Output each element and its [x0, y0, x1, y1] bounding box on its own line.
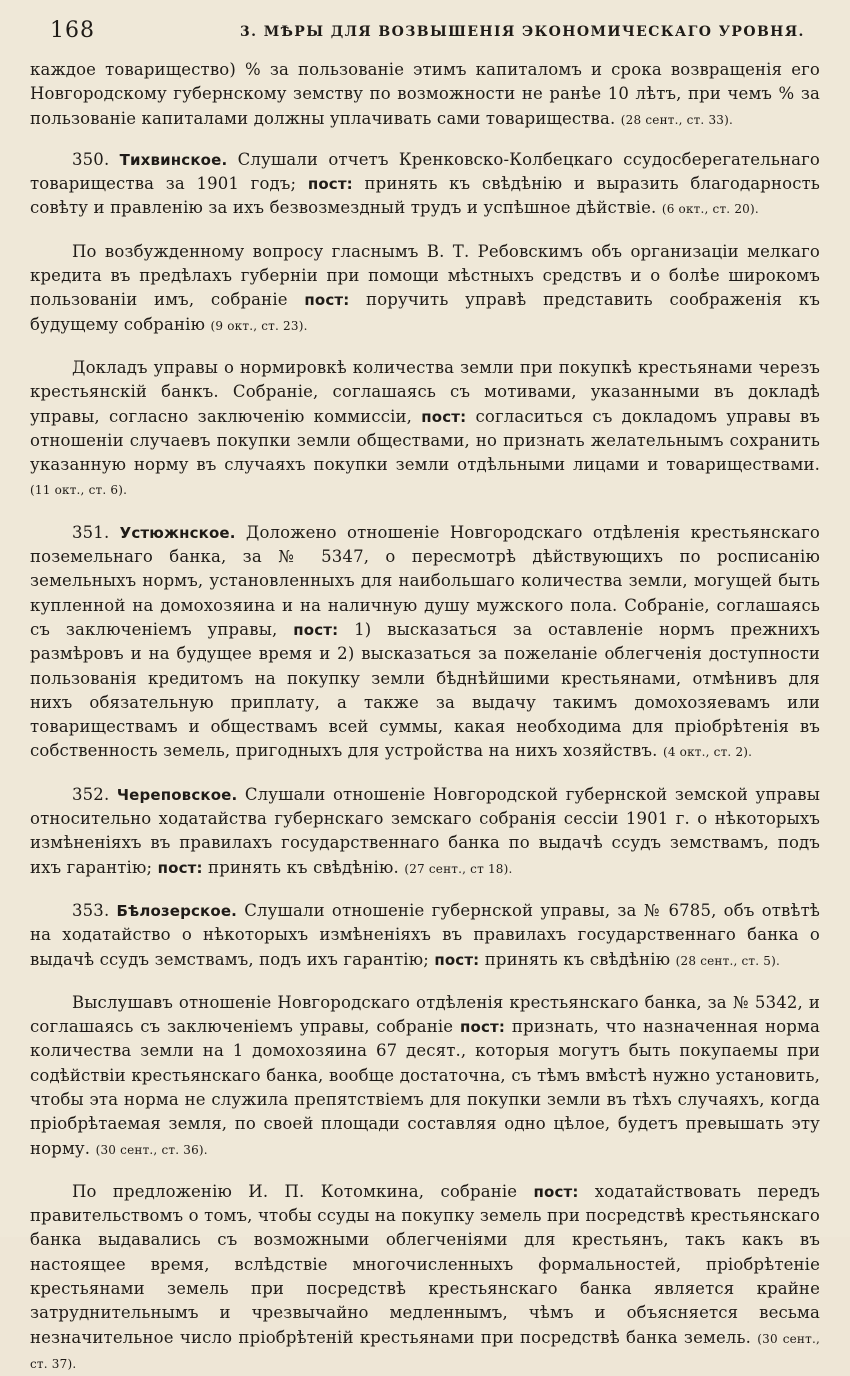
resolution-text: согласиться съ докладомъ управы въ отношеніи случаевъ покупки земли обществами, но признать желательнымъ сохранить указанную норму въ случаяхъ покупки земли отдѣльными лицами и товариществами.	[30, 406, 820, 475]
session-reference: (27 сент., ст 18).	[404, 861, 513, 876]
resolution-marker: пост:	[304, 291, 350, 310]
paragraph-text: Слушали отчетъ Кренковско-Колбецкаго ссудосберегательнаго товарищества за 1901 годъ;	[30, 149, 820, 194]
resolution-marker: пост:	[157, 858, 203, 877]
session-reference: (9 окт., ст. 23).	[210, 318, 308, 333]
district-heading: Тихвинское.	[119, 150, 228, 169]
paragraph-text: каждое товарищество) % за пользованіе этимъ капиталомъ и срока возвращенія его Новгородскому губернскому земству по возможности не ранѣе 10 лѣтъ, при чемъ % за пользованіе капиталами должны уплачивать сами товарищества.	[30, 60, 820, 128]
paragraph-text: Докладъ управы о нормировкѣ количества земли при покупкѣ крестьянами черезъ крестьянскій банкъ. Собраніе, соглашаясь съ мотивами, указанными въ докладѣ управы, согласно заключенію коммиссіи,	[30, 357, 820, 426]
resolution-text: принять къ свѣдѣнію	[484, 949, 671, 969]
resolution-marker: пост:	[421, 407, 467, 426]
page-body	[30, 58, 820, 1371]
resolution-text: поручить управѣ представить соображенія къ будущему собранію	[30, 290, 820, 334]
session-reference: (6 окт., ст. 20).	[661, 202, 759, 217]
paragraph-353	[30, 899, 820, 973]
paragraph-kotomkin-proposal	[30, 1180, 820, 1376]
paragraph-text: Слушали отношеніе Новгородской губернской земской управы относительно ходатайства губернскаго земскаго собранія сессіи 1901 г. о нѣкоторыхъ измѣненіяхъ въ правилахъ государственнаго банка по выдачѣ ссудъ земствамъ, подъ ихъ гарантію;	[30, 784, 820, 877]
paragraph-text: Слушали отношеніе губернской управы, за № 6785, объ отвѣтѣ на ходатайство о нѣкоторыхъ измѣненіяхъ въ правилахъ государственнаго банка о выдачѣ ссудъ земствамъ, подъ ихъ гарантію;	[30, 900, 820, 969]
resolution-text: принять къ свѣдѣнію и выразить благодарность совѣту и правленію за ихъ безвозмездный трудъ и успѣшное дѣйствіе.	[30, 174, 820, 218]
running-head: 3. МѢРЫ ДЛЯ ВОЗВЫШЕНІЯ ЭКОНОМИЧЕСКАГО УРОВНЯ.	[240, 24, 805, 40]
resolution-marker: пост:	[307, 175, 353, 194]
paragraph-352	[30, 783, 820, 881]
district-heading: Устюжнское.	[119, 523, 236, 542]
resolution-text: принять къ свѣдѣнію.	[208, 857, 399, 877]
item-number: 350.	[72, 149, 110, 169]
item-number: 352.	[72, 784, 110, 804]
page-header	[50, 18, 810, 50]
session-reference: (30 сент., ст. 36).	[95, 1142, 208, 1157]
session-reference: (28 сент., ст. 5).	[675, 953, 781, 968]
paragraph-bank-norm	[30, 991, 820, 1162]
session-reference: (30 сент., ст. 37).	[30, 1331, 820, 1371]
resolution-text: признать, что назначенная норма количества земли на 1 домохозяина 67 десят., которыя могутъ быть покупаемы при содѣйствіи крестьянскаго банка, вообще достаточна, съ тѣмъ вмѣстѣ нужно установить, чтобы эта норма не служила препятствіемъ для покупки земли въ тѣхъ случаяхъ, когда пріобрѣтаемая земля, по своей площади составляя одно цѣлое, будетъ превышать эту норму.	[30, 1017, 820, 1158]
resolution-marker: пост:	[533, 1182, 579, 1201]
paragraph-350	[30, 148, 820, 222]
item-number: 351.	[72, 522, 110, 542]
paragraph-continuation	[30, 58, 820, 132]
paragraph-text: По возбужденному вопросу гласнымъ В. Т. Ребовскимъ объ организаціи мелкаго кредита въ предѣлахъ губерніи при помощи мѣстныхъ средствъ и о болѣе широкомъ пользованіи имъ, собраніе	[30, 241, 820, 310]
paragraph-land-norm	[30, 356, 820, 503]
session-reference: (4 окт., ст. 2).	[662, 745, 753, 760]
session-reference: (28 сент., ст. 33).	[620, 112, 734, 127]
district-heading: Череповское.	[116, 785, 238, 804]
paragraph-text: По предложенію И. П. Котомкина, собраніе	[72, 1181, 518, 1201]
resolution-text: ходатайствовать передъ правительствомъ о томъ, чтобы ссуды на покупку земель при посредствѣ крестьянскаго банка выдавались съ возможными облегченіями для крестьянъ, такъ какъ въ настоящее время, вслѣдствіе многочисленныхъ формальностей, пріобрѣтеніе крестьянами земель при посредствѣ крестьянскаго банка является крайне затруднительнымъ и чрезвычайно медленнымъ, чѣмъ и объясняется весьма незначительное число пріобрѣтеній крестьянами при посредствѣ банка земель.	[30, 1181, 820, 1347]
paragraph-small-credit	[30, 240, 820, 338]
item-number: 353.	[72, 900, 110, 920]
resolution-marker: пост:	[460, 1018, 506, 1037]
paragraph-351	[30, 521, 820, 765]
paragraph-text: Выслушавъ отношеніе Новгородскаго отдѣленія крестьянскаго банка, за № 5342, и соглашаясь съ заключеніемъ управы, собраніе	[30, 992, 820, 1037]
resolution-text: 1) высказаться за оставленіе нормъ прежнихъ размѣровъ и на будущее время и 2) высказаться за пожеланіе облегченія доступности пользованія кредитомъ на покупку земли бѣднѣйшими крестьянами, отмѣнивъ для нихъ обязательную приплату, а также за выдачу такимъ домохозяевамъ или товариществамъ и обществамъ всей суммы, какая необходима для пріобрѣтенія въ собственность земель, пригодныхъ для устройства на нихъ хозяйствъ.	[30, 619, 820, 761]
page-number: 168	[50, 18, 95, 43]
paragraph-text: Доложено отношеніе Новгородскаго отдѣленія крестьянскаго поземельнаго банка, за № 5347, о пересмотрѣ дѣйствующихъ по росписанію земельныхъ нормъ, установленныхъ для наибольшаго количества земли, могущей быть купленной на домохозяина и на наличную душу мужского пола. Собраніе, соглашаясь съ заключеніемъ управы,	[30, 522, 820, 639]
resolution-marker: пост:	[434, 950, 480, 969]
session-reference: (11 окт., ст. 6).	[30, 483, 128, 498]
resolution-marker: пост:	[293, 620, 339, 639]
district-heading: Бѣлозерское.	[116, 901, 237, 920]
